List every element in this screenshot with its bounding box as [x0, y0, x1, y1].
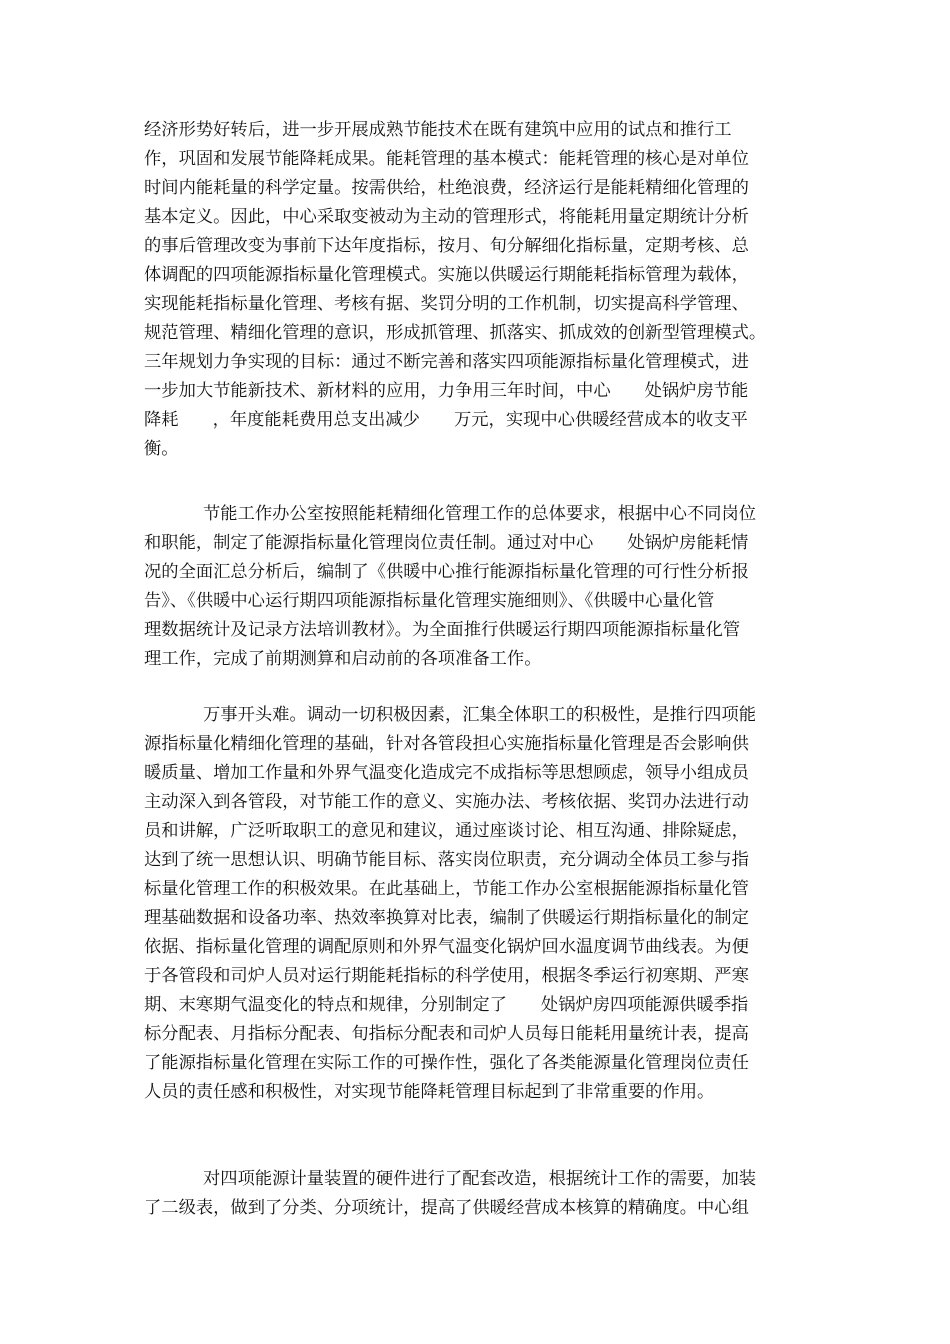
- paragraph-3: [144, 701, 810, 1107]
- text-line: 理工作，完成了前期测算和启动前的各项准备工作。: [144, 649, 542, 669]
- text-line: 达到了统一思想认识、明确节能目标、落实岗位职责，充分调动全体员工参与指: [144, 850, 749, 870]
- text-line: 依据、指标量化管理的调配原则和外界气温变化锅炉回水温度调节曲线表。为便: [144, 937, 749, 957]
- text-line: 基本定义。因此，中心采取变被动为主动的管理形式，将能耗用量定期统计分析: [144, 207, 749, 227]
- text-line: 体调配的四项能源指标量化管理模式。实施以供暖运行期能耗指标管理为载体，: [144, 265, 749, 285]
- text-line: 理数据统计及记录方法培训教材》。为全面推行供暖运行期四项能源指标量化管: [144, 620, 741, 640]
- text-line: 主动深入到各管段，对节能工作的意义、实施办法、考核依据、奖罚办法进行动: [144, 792, 749, 812]
- text-segment: 万元，实现中心供暖经营成本的收支平: [453, 410, 748, 430]
- text-line: 经济形势好转后，进一步开展成熟节能技术在既有建筑中应用的试点和推行工: [144, 120, 732, 140]
- text-line: 时间内能耗量的科学定量。按需供给，杜绝浪费，经济运行是能耗精细化管理的: [144, 178, 749, 198]
- text-line: 源指标量化精细化管理的基础，针对各管段担心实施指标量化管理是否会影响供: [144, 734, 749, 754]
- text-line: [144, 377, 810, 406]
- text-line: 的事后管理改变为事前下达年度指标，按月、旬分解细化指标量，定期考核、总: [144, 236, 749, 256]
- text-line: [144, 406, 810, 435]
- text-line: 作，巩固和发展节能降耗成果。能耗管理的基本模式：能耗管理的核心是对单位: [144, 149, 749, 169]
- text-line: [144, 529, 810, 558]
- text-segment: 处锅炉房节能: [644, 381, 749, 401]
- text-line: 三年规划力争实现的目标：通过不断完善和落实四项能源指标量化管理模式，进: [144, 352, 749, 372]
- text-line: 员和讲解，广泛听取职工的意见和建议，通过座谈讨论、相互沟通、排除疑虑，: [144, 821, 749, 841]
- text-segment: 和职能，制定了能源指标量化管理岗位责任制。通过对中心: [144, 533, 594, 553]
- text-line: 于各管段和司炉人员对运行期能耗指标的科学使用，根据冬季运行初寒期、严寒: [144, 966, 749, 986]
- text-line: 况的全面汇总分析后，编制了《供暖中心推行能源指标量化管理的可行性分析报: [144, 562, 749, 582]
- text-line: 实现能耗指标量化管理、考核有据、奖罚分明的工作机制，切实提高科学管理、: [144, 294, 749, 314]
- text-line: 节能工作办公室按照能耗精细化管理工作的总体要求，根据中心不同岗位: [203, 504, 757, 524]
- text-line: 规范管理、精细化管理的意识，形成抓管理、抓落实、抓成效的创新型管理模式。: [144, 323, 767, 343]
- paragraph-1: [144, 116, 810, 464]
- text-segment: 一步加大节能新技术、新材料的应用，力争用三年时间，中心: [144, 381, 611, 401]
- text-segment: ，年度能耗费用总支出减少: [212, 410, 420, 430]
- text-segment: 期、末寒期气温变化的特点和规律，分别制定了: [144, 995, 507, 1015]
- paragraph-4: [144, 1165, 810, 1223]
- text-line: 告》、《供暖中心运行期四项能源指标量化管理实施细则》、《供暖中心量化管: [144, 591, 715, 611]
- text-line: 理基础数据和设备功率、热效率换算对比表，编制了供暖运行期指标量化的制定: [144, 908, 749, 928]
- text-segment: 处锅炉房四项能源供暖季指: [540, 995, 749, 1015]
- text-line: 人员的责任感和积极性，对实现节能降耗管理目标起到了非常重要的作用。: [144, 1082, 715, 1102]
- text-line: 了能源指标量化管理在实际工作的可操作性，强化了各类能源量化管理岗位责任: [144, 1053, 749, 1073]
- text-line: 标分配表、月指标分配表、旬指标分配表和司炉人员每日能耗用量统计表，提高: [144, 1024, 749, 1044]
- text-line: [144, 991, 810, 1020]
- text-line: 对四项能源计量装置的硬件进行了配套改造，根据统计工作的需要，加装: [203, 1169, 757, 1189]
- text-line: 衡。: [144, 439, 179, 459]
- text-line: 标量化管理工作的积极效果。在此基础上，节能工作办公室根据能源指标量化管: [144, 879, 749, 899]
- text-line: 了二级表，做到了分类、分项统计，提高了供暖经营成本核算的精确度。中心组: [144, 1198, 749, 1218]
- paragraph-2: [144, 500, 810, 674]
- text-line: 暖质量、增加工作量和外界气温变化造成完不成指标等思想顾虑，领导小组成员: [144, 763, 749, 783]
- text-segment: 处锅炉房能耗情: [627, 533, 749, 553]
- text-line: 万事开头难。调动一切积极因素，汇集全体职工的积极性，是推行四项能: [203, 705, 757, 725]
- text-segment: 降耗: [144, 410, 179, 430]
